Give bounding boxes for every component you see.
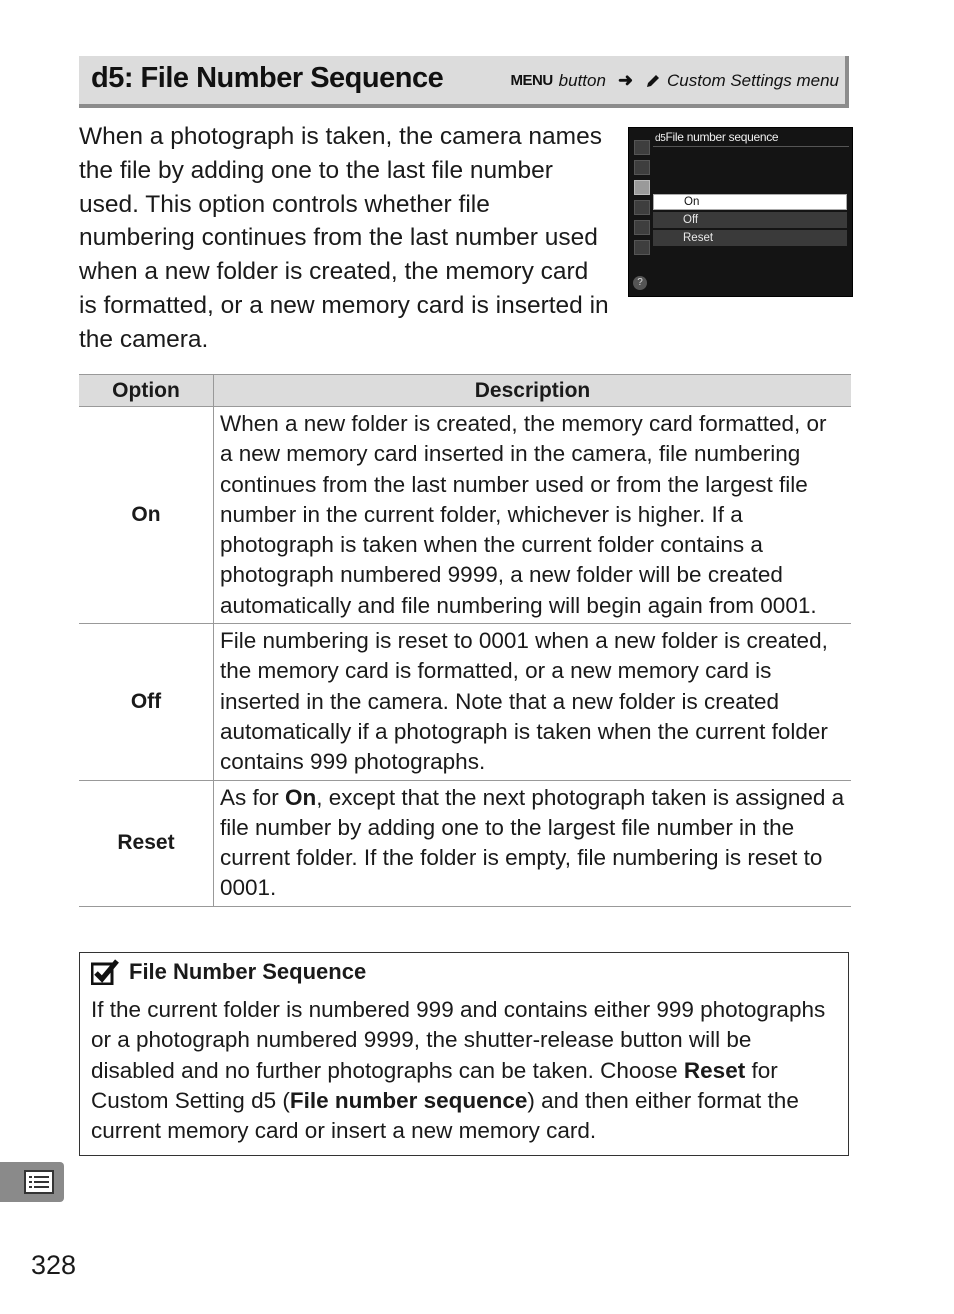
camera-tab-icon xyxy=(634,160,650,175)
custom-settings-tab-icon xyxy=(634,180,650,195)
menu-key-label: MENU xyxy=(510,72,553,89)
note-bold: Reset xyxy=(683,1057,746,1083)
menu-list-icon xyxy=(24,1170,54,1194)
screen-options xyxy=(653,194,847,248)
screen-title-text: File number sequence xyxy=(665,130,779,144)
screen-option-off: Off xyxy=(653,212,847,228)
arrow-icon: ➜ xyxy=(617,70,634,90)
desc-text: As for xyxy=(220,784,286,810)
menu-name: Custom Settings menu xyxy=(667,70,839,90)
menu-path xyxy=(511,70,840,91)
note-title: File Number Sequence xyxy=(129,959,367,984)
option-cell: On xyxy=(79,407,214,624)
pencil-icon xyxy=(645,73,661,89)
note-text: for Custom Setting d5 ( xyxy=(91,1057,778,1113)
my-menu-tab-icon xyxy=(634,240,650,255)
note-bold: File number sequence xyxy=(289,1087,528,1113)
menu-guide-tab xyxy=(0,1162,64,1202)
column-header-option: Option xyxy=(79,375,214,407)
checkmark-icon xyxy=(91,959,119,985)
description-cell xyxy=(214,780,852,906)
column-header-description: Description xyxy=(214,375,852,407)
note-text: If the current folder is numbered 999 and contains either 999 photographs or a photograph numbered 9999, the shutter-release button will be disabled and no further photographs can be taken. Choose xyxy=(91,997,826,1083)
screen-title xyxy=(655,130,778,144)
note-header xyxy=(91,959,366,985)
camera-menu-screenshot xyxy=(628,127,853,297)
desc-bold: On xyxy=(285,784,317,810)
screen-divider xyxy=(653,146,849,147)
button-label: button xyxy=(558,70,606,90)
screen-option-on: On xyxy=(653,194,847,210)
options-table xyxy=(79,374,851,907)
setup-tab-icon xyxy=(634,200,650,215)
retouch-tab-icon xyxy=(634,220,650,235)
option-cell: Off xyxy=(79,624,214,780)
table-header-row xyxy=(79,375,851,407)
page-number: 328 xyxy=(31,1250,77,1280)
desc-text: , except that the next photograph taken is assigned a file number by adding one to the largest file number in the current folder. If the folder is empty, file numbering is reset to 0001. xyxy=(220,784,845,901)
page-title: d5: File Number Sequence xyxy=(91,62,444,94)
intro-paragraph: When a photograph is taken, the camera names the file by adding one to the last file number used. This option controls whether file numbering continues from the last number used when a new folder is created, the memory card is formatted, or a new memory card is inserted in the camera. xyxy=(79,123,609,353)
description-cell: When a new folder is created, the memory card formatted, or a new memory card inserted in the camera, file numbering continues from the last number used or from the largest file number in the current folder, whichever is higher. If a photograph is taken when the current folder contains a photograph numbered 9999, a new folder will be created automatically and file numbering will begin again from 0001. xyxy=(214,407,852,624)
note-box xyxy=(79,952,849,1156)
note-text: ) and then either format the current memory card or insert a new memory card. xyxy=(91,1087,799,1144)
section-header xyxy=(79,56,849,108)
help-icon: ? xyxy=(633,276,647,290)
option-cell: Reset xyxy=(79,780,214,906)
menu-tab-icons xyxy=(632,140,650,260)
screen-code: d5 xyxy=(655,133,666,144)
table-row xyxy=(79,780,851,906)
note-body xyxy=(91,995,841,1146)
table-row xyxy=(79,407,851,624)
table-row xyxy=(79,624,851,780)
screen-option-reset: Reset xyxy=(653,230,847,246)
playback-tab-icon xyxy=(634,140,650,155)
description-cell: File numbering is reset to 0001 when a new folder is created, the memory card is formatted, or a new memory card is inserted in the camera. Note that a new folder is created automatically if a photograph is taken when the current folder contains 999 photographs. xyxy=(214,624,852,780)
